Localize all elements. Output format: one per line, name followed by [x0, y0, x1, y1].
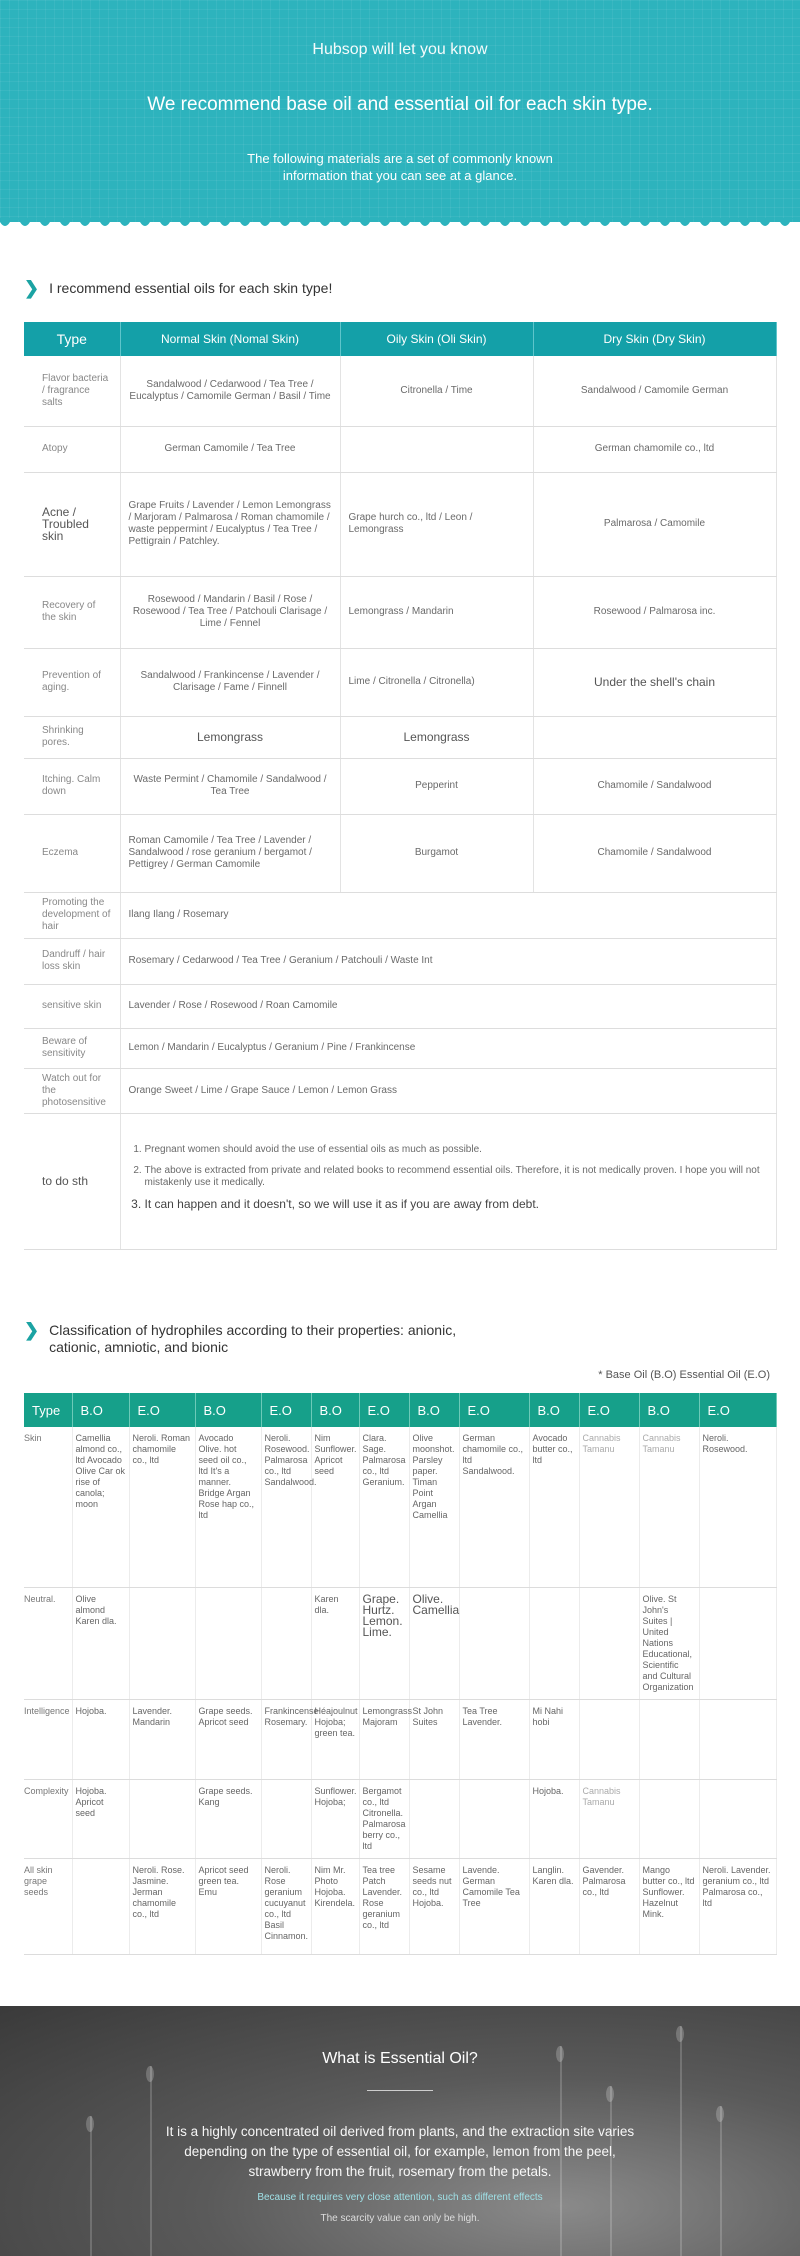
- table-cell: [699, 1587, 776, 1699]
- header-dry: Dry Skin (Dry Skin): [533, 322, 776, 356]
- cell-dry: Sandalwood / Camomile German: [533, 356, 776, 426]
- row-type: Acne / Troubled skin: [24, 472, 120, 576]
- table-cell: Lemongrass Majoram: [359, 1699, 409, 1779]
- row-type: Beware of sensitivity: [24, 1028, 120, 1068]
- table-cell: Sesame seeds nut co., ltd Hojoba.: [409, 1858, 459, 1954]
- table-cell: [195, 1587, 261, 1699]
- table-cell: Neroli. Roman chamomile co., ltd: [129, 1427, 195, 1587]
- table-cell: Grape seeds. Apricot seed: [195, 1699, 261, 1779]
- row-type: Promoting the development of hair: [24, 892, 120, 938]
- header-col: B.O: [311, 1393, 359, 1427]
- row-type: Flavor bacteria / fragrance salts: [24, 356, 120, 426]
- header-col: E.O: [261, 1393, 311, 1427]
- cell-normal: Grape Fruits / Lavender / Lemon Lemongrass / Marjoram / Palmarosa / Roman chamomile / waste peppermint / Eucalyptus / Tea Tree / Pettigrain / Patchley.: [120, 472, 340, 576]
- header-normal: Normal Skin (Nomal Skin): [120, 322, 340, 356]
- table-cell: Neroli. Lavender. geranium co., ltd Palmarosa co., ltd: [699, 1858, 776, 1954]
- skin-type-table: [24, 322, 777, 1250]
- section2-title: Classification of hydrophiles according to their properties: anionic, cationic, amniotic, and bionic: [49, 1322, 457, 1355]
- header-oily: Oily Skin (Oli Skin): [340, 322, 533, 356]
- table-cell: [699, 1699, 776, 1779]
- table-row: [24, 576, 776, 648]
- table-cell: Héajoulnut Hojoba; green tea.: [311, 1699, 359, 1779]
- table-cell: Frankincense Rosemary.: [261, 1699, 311, 1779]
- table-row: [24, 648, 776, 716]
- hero-banner: [0, 0, 800, 222]
- table-cell: Karen dla.: [311, 1587, 359, 1699]
- table-row: [24, 426, 776, 472]
- cell-dry: Under the shell's chain: [533, 648, 776, 716]
- row-type: Dandruff / hair loss skin: [24, 938, 120, 984]
- cell-normal: German Camomile / Tea Tree: [120, 426, 340, 472]
- table-cell: Grape seeds. Kang: [195, 1779, 261, 1858]
- lavender-bud: [676, 2026, 684, 2042]
- hero-brand: Hubsop will let you know: [312, 41, 488, 58]
- table-cell: [579, 1587, 639, 1699]
- cell-dry: Rosewood / Palmarosa inc.: [533, 576, 776, 648]
- table-cell: [529, 1587, 579, 1699]
- hydrophile-table: [24, 1393, 777, 1955]
- footer-note-2: The scarcity value can only be high.: [320, 2213, 480, 2224]
- row-type: Neutral.: [24, 1587, 72, 1699]
- cell-dry: Chamomile / Sandalwood: [533, 814, 776, 892]
- table-cell: [261, 1587, 311, 1699]
- table-cell: [459, 1779, 529, 1858]
- table-cell: Avocado Olive. hot seed oil co., ltd It's a manner. Bridge Argan Rose hap co., ltd: [195, 1427, 261, 1587]
- table-cell: [409, 1779, 459, 1858]
- footer-body: It is a highly concentrated oil derived from plants, and the extraction site varies depending on the type of essential oil, for example, lemon from the peel, strawberry from the fruit, rosemary from the petals.: [165, 2124, 635, 2179]
- table-cell: Nim Sunflower. Apricot seed: [311, 1427, 359, 1587]
- lavender-stalk: [150, 2066, 152, 2256]
- table-row: [24, 814, 776, 892]
- lavender-bud: [606, 2086, 614, 2102]
- row-type: Eczema: [24, 814, 120, 892]
- table-cell: St John Suites: [409, 1699, 459, 1779]
- table-cell: Neroli. Rosewood. Palmarosa co., ltd Sandalwood.: [261, 1427, 311, 1587]
- header-col: E.O: [699, 1393, 776, 1427]
- header-type: Type: [24, 322, 120, 356]
- lavender-stalk: [720, 2106, 722, 2256]
- table-cell: [261, 1779, 311, 1858]
- row-type: Itching. Calm down: [24, 758, 120, 814]
- table-cell: Cannabis Tamanu: [579, 1427, 639, 1587]
- hero-subtitle: The following materials are a set of commonly known information that you can see at a glance.: [247, 151, 553, 183]
- chevron-right-icon: ❯: [24, 278, 40, 298]
- row-type: Shrinking pores.: [24, 716, 120, 758]
- table-cell: Camellia almond co., ltd Avocado Olive Car ok rise of canola; moon: [72, 1427, 129, 1587]
- section1-title-row: [24, 280, 332, 296]
- cell-all: Rosemary / Cedarwood / Tea Tree / Geranium / Patchouli / Waste Int: [120, 938, 776, 984]
- table-cell: [72, 1858, 129, 1954]
- cell-dry: German chamomile co., ltd: [533, 426, 776, 472]
- chevron-right-icon: ❯: [24, 1320, 40, 1340]
- table-cell: Sunflower. Hojoba;: [311, 1779, 359, 1858]
- row-type: Recovery of the skin: [24, 576, 120, 648]
- cell-oily: Burgamot: [340, 814, 533, 892]
- table-cell: Clara. Sage. Palmarosa co., ltd Geranium.: [359, 1427, 409, 1587]
- table-cell: Langlin. Karen dla.: [529, 1858, 579, 1954]
- table-cell: Neroli. Rosewood.: [699, 1427, 776, 1587]
- todo-item: 3. It can happen and it doesn't, so we will use it as if you are away from debt.: [145, 1198, 768, 1210]
- header-col: E.O: [359, 1393, 409, 1427]
- row-type: sensitive skin: [24, 984, 120, 1028]
- cell-dry: Chamomile / Sandalwood: [533, 758, 776, 814]
- table-row: [24, 1699, 776, 1779]
- footer-divider: [367, 2090, 433, 2091]
- cell-oily: Grape hurch co., ltd / Leon / Lemongrass: [340, 472, 533, 576]
- table-cell: Olive almond Karen dla.: [72, 1587, 129, 1699]
- row-type: All skin grape seeds: [24, 1858, 72, 1954]
- table-cell: Mango butter co., ltd Sunflower. Hazelnut Mink.: [639, 1858, 699, 1954]
- cell-normal: Sandalwood / Frankincense / Lavender / Clarisage / Fame / Finnell: [120, 648, 340, 716]
- table-cell: Bergamot co., ltd Citronella. Palmarosa berry co., ltd: [359, 1779, 409, 1858]
- todo-label: to do sth: [24, 1113, 120, 1249]
- footer-note: Because it requires very close attention, such as different effects: [257, 2192, 543, 2203]
- wave-edge: [0, 218, 800, 230]
- header-col: B.O: [409, 1393, 459, 1427]
- table-row: [24, 1427, 776, 1587]
- lavender-bud: [146, 2066, 154, 2082]
- cell-all: Lemon / Mandarin / Eucalyptus / Geranium / Pine / Frankincense: [120, 1028, 776, 1068]
- todo-cell: [120, 1113, 776, 1249]
- table-row: [24, 892, 776, 938]
- cell-normal: Lemongrass: [120, 716, 340, 758]
- todo-item: 2. The above is extracted from private and related books to recommend essential oils. Therefore, it is not medically proven. I hope you will not mistakenly use it medically.: [145, 1165, 768, 1189]
- table-row: [24, 938, 776, 984]
- header-col: B.O: [529, 1393, 579, 1427]
- table-cell: Avocado butter co., ltd: [529, 1427, 579, 1587]
- row-type: Skin: [24, 1427, 72, 1587]
- cell-oily: Lemongrass / Mandarin: [340, 576, 533, 648]
- todo-item: 1. Pregnant women should avoid the use of essential oils as much as possible.: [145, 1144, 768, 1156]
- header-col: B.O: [72, 1393, 129, 1427]
- row-type: Watch out for the photosensitive: [24, 1068, 120, 1113]
- table-cell: [699, 1779, 776, 1858]
- table-cell: Lavende. German Camomile Tea Tree: [459, 1858, 529, 1954]
- table-cell: German chamomile co., ltd Sandalwood.: [459, 1427, 529, 1587]
- table-cell: Cannabis Tamanu: [639, 1427, 699, 1587]
- table-cell: Apricot seed green tea. Emu: [195, 1858, 261, 1954]
- table-header-row: [24, 1393, 776, 1427]
- essential-oil-footer: [0, 2006, 800, 2256]
- table-row: [24, 984, 776, 1028]
- cell-oily: Citronella / Time: [340, 356, 533, 426]
- table-cell: Mi Nahi hobi: [529, 1699, 579, 1779]
- cell-normal: Sandalwood / Cedarwood / Tea Tree / Eucalyptus / Camomile German / Basil / Time: [120, 356, 340, 426]
- table-row: [24, 1858, 776, 1954]
- cell-normal: Roman Camomile / Tea Tree / Lavender / Sandalwood / rose geranium / bergamot / Pettigrey / German Camomile: [120, 814, 340, 892]
- table-row: [24, 1779, 776, 1858]
- table-cell: [129, 1779, 195, 1858]
- table-cell: [129, 1587, 195, 1699]
- cell-all: Lavender / Rose / Rosewood / Roan Camomile: [120, 984, 776, 1028]
- header-col: E.O: [579, 1393, 639, 1427]
- table-row: [24, 716, 776, 758]
- cell-oily: Pepperint: [340, 758, 533, 814]
- table-cell: Lavender. Mandarin: [129, 1699, 195, 1779]
- table-cell: Hojoba. Apricot seed: [72, 1779, 129, 1858]
- table-row: [24, 356, 776, 426]
- cell-oily: Lemongrass: [340, 716, 533, 758]
- lavender-stalk: [90, 2116, 92, 2256]
- cell-dry: [533, 716, 776, 758]
- legend-note: * Base Oil (B.O) Essential Oil (E.O): [598, 1369, 770, 1381]
- cell-all: Orange Sweet / Lime / Grape Sauce / Lemon / Lemon Grass: [120, 1068, 776, 1113]
- lavender-bud: [716, 2106, 724, 2122]
- table-row: [24, 472, 776, 576]
- table-cell: Neroli. Rose. Jasmine. Jerman chamomile co., ltd: [129, 1858, 195, 1954]
- table-cell: Olive. Camellia: [409, 1587, 459, 1699]
- cell-all: Ilang Ilang / Rosemary: [120, 892, 776, 938]
- header-col: B.O: [195, 1393, 261, 1427]
- table-cell: Tea tree Patch Lavender. Rose geranium co., ltd: [359, 1858, 409, 1954]
- hero-headline: We recommend base oil and essential oil for each skin type.: [147, 94, 653, 115]
- table-cell: [639, 1779, 699, 1858]
- table-header-row: [24, 322, 776, 356]
- table-cell: [639, 1699, 699, 1779]
- header-col: B.O: [639, 1393, 699, 1427]
- table-cell: Gavender. Palmarosa co., ltd: [579, 1858, 639, 1954]
- section1-title: I recommend essential oils for each skin type!: [49, 280, 333, 296]
- table-cell: Olive. St John's Suites | United Nations Educational, Scientific and Cultural Organization: [639, 1587, 699, 1699]
- header-col: E.O: [459, 1393, 529, 1427]
- table-cell: [459, 1587, 529, 1699]
- row-type: Complexity: [24, 1779, 72, 1858]
- table-row: [24, 1068, 776, 1113]
- header-type: Type: [24, 1393, 72, 1427]
- cell-oily: [340, 426, 533, 472]
- cell-oily: Lime / Citronella / Citronella): [340, 648, 533, 716]
- table-cell: Grape. Hurtz. Lemon. Lime.: [359, 1587, 409, 1699]
- row-type: Atopy: [24, 426, 120, 472]
- table-cell: [579, 1699, 639, 1779]
- section2-title-row: [24, 1322, 494, 1356]
- table-row: [24, 1028, 776, 1068]
- table-row: [24, 758, 776, 814]
- header-col: E.O: [129, 1393, 195, 1427]
- todo-list: [129, 1144, 768, 1210]
- footer-title: What is Essential Oil?: [322, 2050, 478, 2067]
- row-type: Prevention of aging.: [24, 648, 120, 716]
- table-cell: Nim Mr. Photo Hojoba. Kirendela.: [311, 1858, 359, 1954]
- cell-normal: Rosewood / Mandarin / Basil / Rose / Rosewood / Tea Tree / Patchouli Clarisage / Lime / Fennel: [120, 576, 340, 648]
- table-cell: Cannabis Tamanu: [579, 1779, 639, 1858]
- table-row: [24, 1587, 776, 1699]
- table-cell: Hojoba.: [72, 1699, 129, 1779]
- table-cell: Tea Tree Lavender.: [459, 1699, 529, 1779]
- table-cell: Neroli. Rose geranium cucuyanut co., ltd Basil Cinnamon.: [261, 1858, 311, 1954]
- table-cell: Hojoba.: [529, 1779, 579, 1858]
- cell-normal: Waste Permint / Chamomile / Sandalwood / Tea Tree: [120, 758, 340, 814]
- table-cell: Olive moonshot. Parsley paper. Timan Point Argan Camellia: [409, 1427, 459, 1587]
- row-type: Intelligence: [24, 1699, 72, 1779]
- todo-row: [24, 1113, 776, 1249]
- cell-dry: Palmarosa / Camomile: [533, 472, 776, 576]
- lavender-bud: [86, 2116, 94, 2132]
